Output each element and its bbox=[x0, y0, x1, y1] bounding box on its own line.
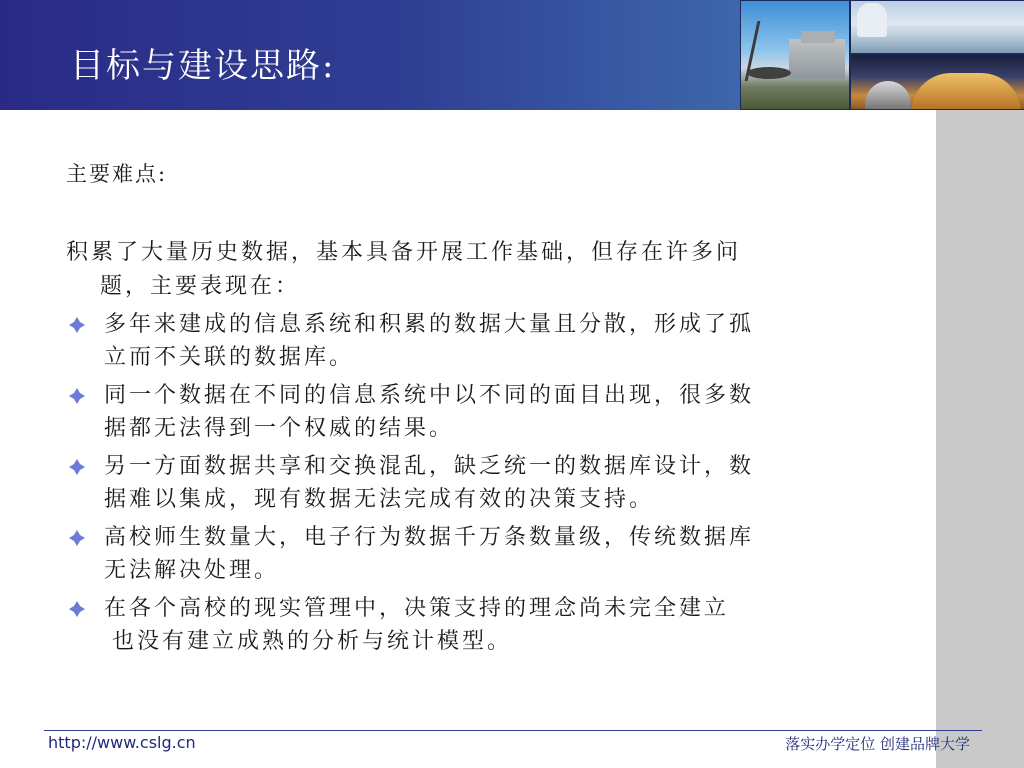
list-item bbox=[66, 379, 886, 445]
diamond-bullet-icon bbox=[68, 316, 86, 334]
bullet-text-line-1: 高校师生数量大，电子行为数据千万条数量级，传统数据库 bbox=[104, 525, 755, 550]
subheading-main-difficulties: 主要难点: bbox=[66, 162, 168, 186]
bullet-text-line-2: 据都无法得到一个权威的结果。 bbox=[104, 416, 455, 441]
list-item bbox=[66, 450, 886, 516]
diamond-bullet-icon bbox=[68, 529, 86, 547]
diamond-bullet-icon bbox=[68, 600, 86, 618]
bullet-text-line-2: 也没有建立成熟的分析与统计模型。 bbox=[112, 629, 513, 654]
right-sidebar-band bbox=[936, 110, 1024, 768]
list-item bbox=[66, 592, 886, 658]
list-item bbox=[66, 308, 886, 374]
footer-url-link[interactable]: http://www.cslg.cn bbox=[48, 733, 196, 752]
bullet-text-line-1: 在各个高校的现实管理中，决策支持的理念尚未完全建立 bbox=[104, 596, 730, 621]
difficulty-list bbox=[66, 308, 886, 663]
footer-slogan: 落实办学定位 创建品牌大学 bbox=[785, 735, 970, 753]
intro-line-2: 题，主要表现在： bbox=[100, 274, 301, 299]
campus-photo-lake bbox=[850, 0, 1024, 54]
bullet-text-line-2: 立而不关联的数据库。 bbox=[104, 345, 355, 370]
bullet-text-line-1: 另一方面数据共享和交换混乱，缺乏统一的数据库设计，数 bbox=[104, 454, 755, 479]
bullet-text-line-2: 据难以集成，现有数据无法完成有效的决策支持。 bbox=[104, 487, 655, 512]
campus-photo-night-building bbox=[850, 54, 1024, 110]
campus-photo-sculpture bbox=[740, 0, 850, 110]
bullet-text-line-1: 同一个数据在不同的信息系统中以不同的面目出现，很多数 bbox=[104, 383, 755, 408]
intro-line-1: 积累了大量历史数据，基本具备开展工作基础，但存在许多问 bbox=[66, 240, 742, 265]
intro-paragraph bbox=[66, 236, 886, 304]
bullet-text-line-2: 无法解决处理。 bbox=[104, 558, 280, 583]
slide-title: 目标与建设思路: bbox=[70, 46, 336, 86]
list-item bbox=[66, 521, 886, 587]
diamond-bullet-icon bbox=[68, 458, 86, 476]
footer-divider bbox=[44, 730, 982, 731]
diamond-bullet-icon bbox=[68, 387, 86, 405]
bullet-text-line-1: 多年来建成的信息系统和积累的数据大量且分散，形成了孤 bbox=[104, 312, 755, 337]
